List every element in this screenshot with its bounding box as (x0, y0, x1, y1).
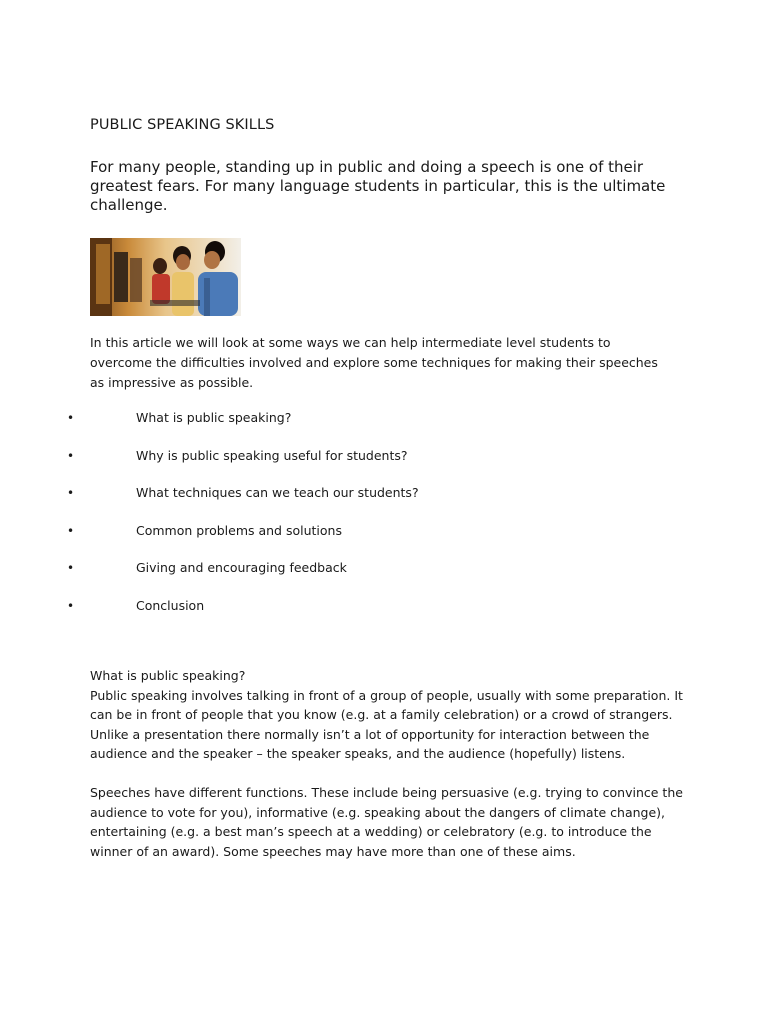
list-item-label: What techniques can we teach our students? (136, 485, 419, 500)
intro-paragraph: For many people, standing up in public and doing a speech is one of their greatest fears. For many language students in particular, this is the ultimate challenge. (90, 158, 666, 214)
list-item-label: Common problems and solutions (136, 522, 342, 538)
students-photo (90, 238, 241, 316)
bullet-icon: • (67, 523, 75, 538)
lead-paragraph: In this article we will look at some ways we can help intermediate level students to overcome the difficulties involved and explore some techniques for making their speeches as impressive as possible. (90, 335, 658, 390)
section-heading: What is public speaking? (90, 668, 246, 683)
section-public-speaking (90, 666, 690, 861)
bullet-icon: • (67, 486, 75, 500)
section-paragraph-2: Speeches have different functions. These include being persuasive (e.g. trying to convince the audience to vote for you), informative (e.g. speaking about the dangers of climate change), entertaining (e.g. a best man’s speech at a wedding) or celebratory (e.g. to introduce the winner of an award). Some speeches may have more than one of these aims. (90, 785, 683, 859)
bullet-icon: • (67, 448, 75, 463)
bullet-icon: • (67, 598, 75, 613)
bullet-icon: • (67, 411, 75, 425)
document-title: PUBLIC SPEAKING SKILLS (90, 117, 275, 133)
list-item-label: What is public speaking? (136, 410, 292, 425)
list-item-label: Giving and encouraging feedback (136, 560, 347, 575)
list-item-label: Why is public speaking useful for students? (136, 447, 408, 463)
bullet-icon: • (67, 561, 75, 575)
section-paragraph-1: Public speaking involves talking in front of a group of people, usually with some preparation. It can be in front of people that you know (e.g. at a family celebration) or a crowd of strangers. Unlike a presentation there normally isn’t a lot of opportunity for interaction between the audience and the speaker – the speaker speaks, and the audience (hopefully) listens. (90, 687, 683, 761)
list-item-label: Conclusion (136, 597, 205, 613)
